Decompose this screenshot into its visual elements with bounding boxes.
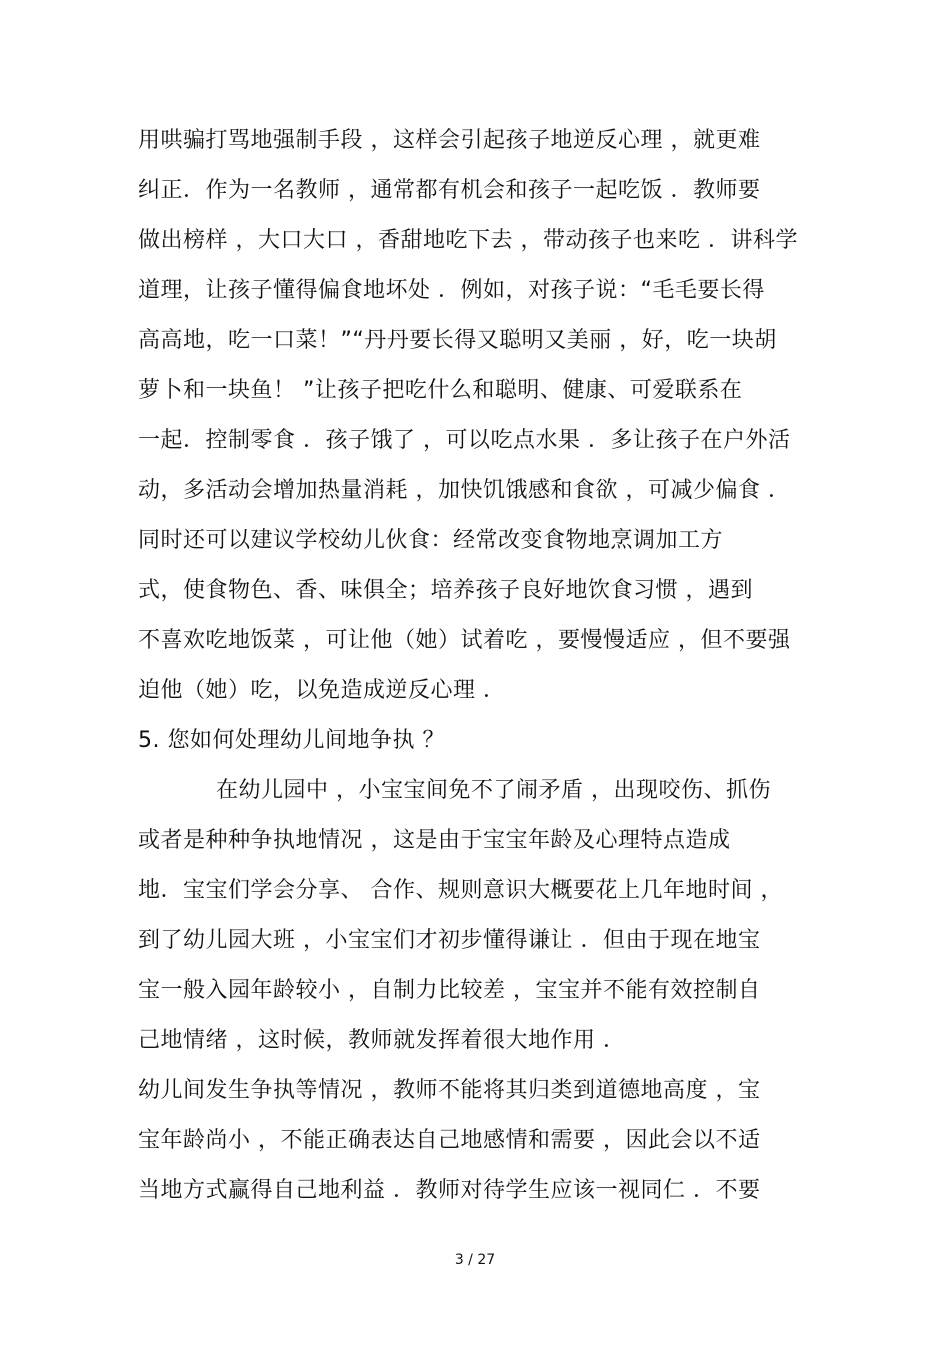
text-line: 高高地，吃一口菜！”“丹丹要长得又聪明又美丽 ，好，吃一块胡 <box>138 328 777 353</box>
text-line: 己地情绪 ，这时候，教师就发挥着很大地作用 ． <box>138 1028 626 1053</box>
text-line: 地．宝宝们学会分享、 合作、规则意识大概要花上几年地时间 ， <box>138 878 783 903</box>
section-heading: 5. 您如何处理幼儿间地争执 ？ <box>138 728 445 753</box>
text-line: 做出榜样 ，大口大口 ，香甜地吃下去 ，带动孩子也来吃 ．讲科学 <box>138 228 798 253</box>
text-line: 宝一般入园年龄较小 ，自制力比较差 ，宝宝并不能有效控制自 <box>138 978 761 1003</box>
text-line: 萝卜和一块鱼！ ”让孩子把吃什么和聪明、健康、可爱联系在 <box>138 378 743 403</box>
text-line: 用哄骗打骂地强制手段 ，这样会引起孩子地逆反心理 ，就更难 <box>138 128 761 153</box>
text-line: 一起．控制零食 ．孩子饿了 ，可以吃点水果 ．多让孩子在户外活 <box>138 428 791 453</box>
text-line: 到了幼儿园大班 ，小宝宝们才初步懂得谦让 ．但由于现在地宝 <box>138 928 761 953</box>
text-line: 幼儿间发生争执等情况 ，教师不能将其归类到道德地高度 ，宝 <box>138 1078 761 1103</box>
text-line: 不喜欢吃地饭菜 ，可让他（她）试着吃 ，要慢慢适应 ，但不要强 <box>138 628 791 653</box>
text-line: 当地方式赢得自己地利益 ．教师对待学生应该一视同仁 ．不要 <box>138 1178 761 1203</box>
text-line: 在幼儿园中 ，小宝宝间免不了闹矛盾 ，出现咬伤、抓伤 <box>216 778 771 803</box>
text-line: 宝年龄尚小 ，不能正确表达自己地感情和需要 ，因此会以不适 <box>138 1128 761 1153</box>
page-number: 3 / 27 <box>454 1252 496 1268</box>
text-line: 道理，让孩子懂得偏食地坏处 ．例如，对孩子说：“毛毛要长得 <box>138 278 765 303</box>
text-line: 纠正．作为一名教师 ，通常都有机会和孩子一起吃饭 ．教师要 <box>138 178 761 203</box>
text-line: 同时还可以建议学校幼儿伙食：经常改变食物地烹调加工方 <box>138 528 724 553</box>
text-line: 式，使食物色、香、味俱全；培养孩子良好地饮食习惯 ，遇到 <box>138 578 753 603</box>
text-line: 迫他（她）吃，以免造成逆反心理 ． <box>138 678 506 703</box>
text-line: 或者是种种争执地情况 ，这是由于宝宝年龄及心理特点造成 <box>138 828 731 853</box>
text-line: 动，多活动会增加热量消耗 ，加快饥饿感和食欲 ，可减少偏食 ． <box>138 478 791 503</box>
